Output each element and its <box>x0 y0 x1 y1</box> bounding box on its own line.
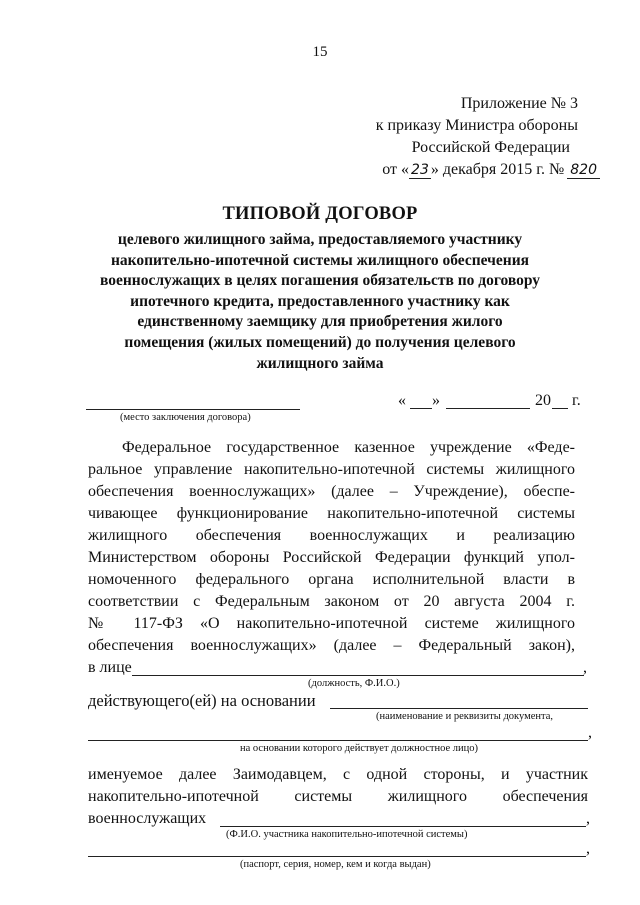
subtitle-line: военнослужащих в целях погашения обязательств по договору <box>99 272 541 290</box>
date-open-quote: « <box>398 392 406 409</box>
named-line: накопительно-ипотечной системы жилищного обеспечения <box>88 788 588 805</box>
paragraph-line: обеспечения военнослужащих» (далее – Учреждение), обеспе- <box>88 483 575 500</box>
position-field-line <box>132 675 584 676</box>
participant-field-line <box>220 826 586 827</box>
paragraph-line: чивающее функционирование накопительно-ипотечной системы <box>88 505 575 522</box>
paragraph-line: № 117-ФЗ «О накопительно-ипотечной системе жилищного <box>88 615 575 632</box>
comma: , <box>586 840 590 857</box>
date-close-quote: » <box>432 392 440 409</box>
appendix-line-2: к приказу Министра обороны <box>375 117 578 134</box>
subtitle-line: накопительно-ипотечной системы жилищного обеспечения <box>110 251 530 269</box>
paragraph-line: обеспечения военнослужащих» (далее – Федеральный закон), <box>88 637 575 654</box>
named-line: именуемое далее Заимодавцем, с одной стороны, и участник <box>88 766 588 783</box>
basis-field-line <box>330 708 588 709</box>
comma: , <box>586 810 590 827</box>
document-subtitle <box>80 230 560 374</box>
document-title: ТИПОВОЙ ДОГОВОР <box>222 204 418 224</box>
document-caption: (наименование и реквизиты документа, <box>376 711 554 722</box>
subtitle-line: помещения (жилых помещений) до получения целевого <box>124 333 516 351</box>
subtitle-line: единственному заемщику для приобретения жилого <box>137 313 503 331</box>
appendix-line-3: Российской Федерации <box>411 139 570 156</box>
comma: , <box>583 659 587 676</box>
appendix-date-line <box>382 159 600 181</box>
acting-basis-label: действующего(ей) на основании <box>88 691 316 710</box>
appendix-line-1: Приложение № 3 <box>460 95 578 112</box>
basis-continuation-line <box>88 740 588 741</box>
paragraph-line: жилищного обеспечения военнослужащих и реализацию <box>88 527 575 544</box>
servicemen-label: военнослужащих <box>88 810 207 827</box>
paragraph-line: ральное управление накопительно-ипотечной системы жилищного <box>88 461 575 478</box>
passport-field-line <box>88 856 586 857</box>
date-suffix: » декабря 2015 г. № <box>430 161 565 178</box>
handwritten-order-number: 820 <box>567 162 600 179</box>
day-field-line <box>410 408 432 409</box>
authority-caption: на основании которого действует должностное лицо) <box>240 743 478 754</box>
page-number: 15 <box>312 44 328 60</box>
paragraph-line: Министерством обороны Российской Федерации функций упол- <box>88 549 575 566</box>
month-field-line <box>446 408 530 409</box>
in-person-label: в лице <box>88 659 132 676</box>
place-field-line <box>86 409 300 410</box>
paragraph-line: соответствии с Федеральным законом от 20 августа 2004 г. <box>88 593 575 610</box>
passport-caption: (паспорт, серия, номер, кем и когда выдан) <box>240 859 431 870</box>
position-caption: (должность, Ф.И.О.) <box>308 678 400 689</box>
comma: , <box>588 724 592 741</box>
paragraph-line: Федеральное государственное казенное учреждение «Феде- <box>122 439 575 456</box>
handwritten-day: 23 <box>411 162 429 178</box>
place-caption: (место заключения договора) <box>120 412 251 423</box>
subtitle-line: ипотечного кредита, предоставленного участнику как <box>130 292 510 310</box>
subtitle-line: целевого жилищного займа, предоставляемого участнику <box>117 231 523 248</box>
year-field-line <box>552 408 568 409</box>
paragraph-line: номоченного федерального органа исполнительной власти в <box>88 571 575 588</box>
participant-caption: (Ф.И.О. участника накопительно-ипотечной системы) <box>226 829 468 840</box>
subtitle-line: жилищного займа <box>256 354 384 372</box>
year-suffix: г. <box>572 392 581 409</box>
date-prefix: от « <box>382 161 410 178</box>
year-prefix: 20 <box>535 392 551 409</box>
